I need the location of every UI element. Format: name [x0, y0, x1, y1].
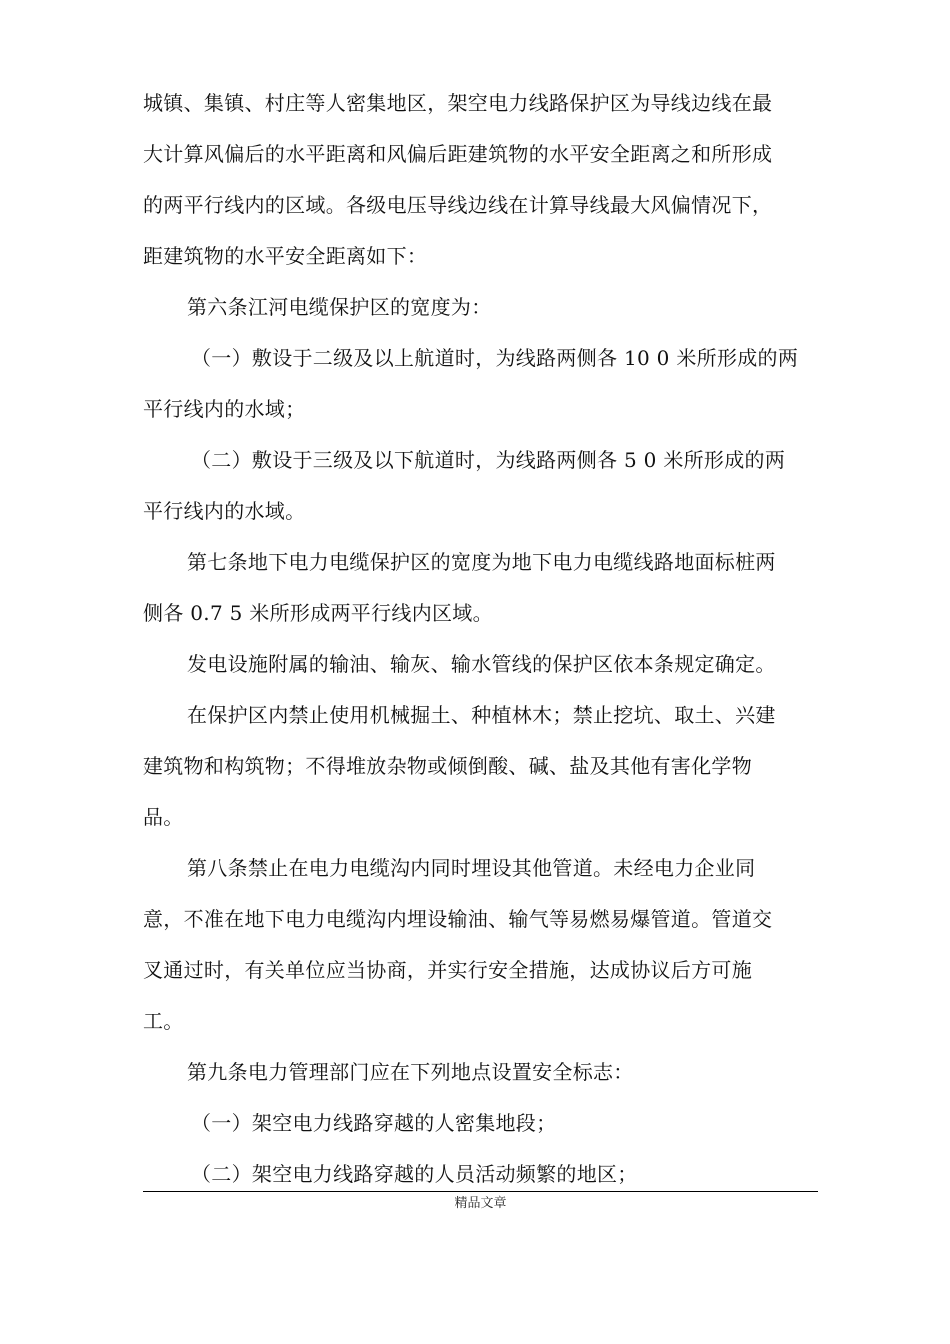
- article-9-item-2: （二）架空电力线路穿越的人员活动频繁的地区；: [191, 1162, 638, 1186]
- text-line-2: 大计算风偏后的水平距离和风偏后距建筑物的水平安全距离之和所形成: [143, 142, 773, 166]
- article-7-text-cont: 侧各 0.7 5 米所形成两平行线内区域。: [143, 601, 493, 625]
- article-8-text-end: 工。: [143, 1009, 184, 1033]
- pipeline-protection-text: 发电设施附属的输油、输灰、输水管线的保护区依本条规定确定。: [187, 652, 776, 676]
- article-6-item-2: （二）敷设于三级及以下航道时，为线路两侧各 5 0 米所形成的两: [191, 448, 786, 472]
- prohibition-text-end: 品。: [143, 805, 184, 829]
- article-7-text: 第七条地下电力电缆保护区的宽度为地下电力电缆线路地面标桩两: [187, 550, 776, 574]
- article-6-item-2-cont: 平行线内的水域。: [143, 499, 306, 523]
- prohibition-text: 在保护区内禁止使用机械掘土、种植林木；禁止挖坑、取土、兴建: [187, 703, 776, 727]
- text-line-3: 的两平行线内的区域。各级电压导线边线在计算导线最大风偏情况下，: [143, 193, 773, 217]
- text-line-4: 距建筑物的水平安全距离如下：: [143, 244, 428, 268]
- document-body: [143, 78, 819, 1200]
- footer-label: 精品文章: [454, 1196, 507, 1211]
- article-6-item-1: （一）敷设于二级及以上航道时，为线路两侧各 10 0 米所形成的两: [191, 346, 799, 370]
- article-8-text-cont-1: 意，不准在地下电力电缆沟内埋设输油、输气等易燃易爆管道。管道交: [143, 907, 773, 931]
- article-6-item-1-cont: 平行线内的水域；: [143, 397, 306, 421]
- prohibition-text-cont: 建筑物和构筑物；不得堆放杂物或倾倒酸、碱、盐及其他有害化学物: [143, 754, 752, 778]
- footer-divider: [143, 1191, 818, 1192]
- article-8-text-cont-2: 叉通过时，有关单位应当协商，并实行安全措施，达成协议后方可施: [143, 958, 752, 982]
- article-9-item-1: （一）架空电力线路穿越的人密集地段；: [191, 1111, 557, 1135]
- article-8-text: 第八条禁止在电力电缆沟内同时埋设其他管道。未经电力企业同: [187, 856, 756, 880]
- text-line-1: 城镇、集镇、村庄等人密集地区，架空电力线路保护区为导线边线在最: [143, 91, 773, 115]
- article-9-heading: 第九条电力管理部门应在下列地点设置安全标志：: [187, 1060, 634, 1084]
- article-6-heading: 第六条江河电缆保护区的宽度为：: [187, 295, 492, 319]
